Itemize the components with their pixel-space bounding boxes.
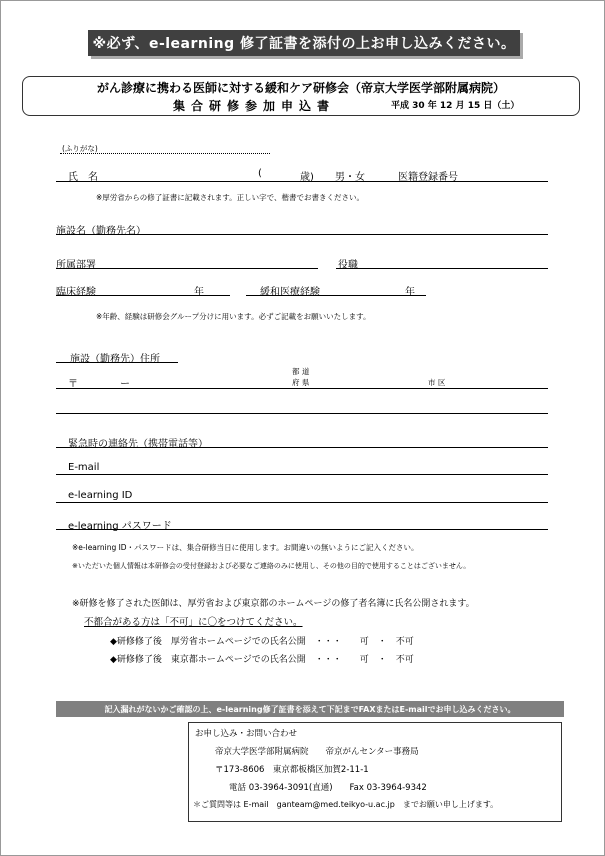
- event-date: 平成 30 年 12 月 15 日（土）: [391, 101, 520, 111]
- facility-label: 施設名（勤務先名）: [56, 226, 146, 237]
- elearning-password-label: e-learning パスワード: [68, 521, 172, 532]
- prefecture-label-2: 府 県: [292, 378, 310, 387]
- postal-mark: 〒: [68, 379, 78, 390]
- palliative-year-unit: 年: [405, 287, 415, 298]
- address-label: 施設（勤務先）住所: [70, 354, 160, 365]
- publication-instruction: 不都合がある方は「不可」に〇をつけてください。: [84, 617, 303, 628]
- name-label: 氏 名: [68, 172, 98, 183]
- email-label: E-mail: [68, 462, 100, 473]
- contact-email-note: ＊ご質問等は E-mail ganteam@med.teikyo-u.ac.jp までお願い申し上げます。: [193, 800, 499, 809]
- form-subtitle: 集合研修参加申込書: [173, 99, 336, 113]
- elearning-note: ※e-learning ID・パスワードは、集合研修当日に使用します。お間違いの無いようにご記入ください。: [72, 543, 419, 552]
- furigana-field[interactable]: [60, 153, 270, 154]
- contact-heading: お申し込み・お問い合わせ: [195, 729, 298, 739]
- position-label: 役職: [338, 260, 358, 271]
- age-label: 歳): [300, 172, 314, 183]
- name-field[interactable]: [56, 181, 548, 182]
- privacy-note: ※いただいた個人情報は本研修会の受付登録および必要なご連絡のみに使用し、その他の目的で使用することはございません。: [72, 562, 471, 570]
- reg-number-label: 医籍登録番号: [398, 172, 458, 183]
- experience-note: ※年齢、経験は研修会グループ分けに用います。必ずご記載をお願いいたします。: [96, 312, 371, 321]
- postal-dash: ー: [120, 379, 130, 390]
- position-field[interactable]: [336, 268, 548, 269]
- department-label: 所属部署: [56, 260, 96, 271]
- clinical-exp-label: 臨床経験: [56, 287, 96, 298]
- city-label: 市 区: [428, 378, 446, 387]
- submission-banner: 記入漏れがないかご確認の上、e-learning修了証書を添えて下記までFAXまたはE-mailでお申し込みください。: [56, 701, 564, 717]
- age-open: (: [258, 168, 262, 179]
- palliative-exp-field[interactable]: [246, 295, 426, 296]
- palliative-exp-label: 緩和医療経験: [260, 287, 320, 298]
- address-label-underline: [56, 362, 178, 363]
- name-note: ※厚労省からの修了証書に記載されます。正しい字で、楷書でお書きください。: [96, 193, 365, 202]
- elearning-id-label: e-learning ID: [68, 490, 133, 501]
- title-box: [22, 76, 580, 116]
- publication-option-mhlw[interactable]: ◆研修修了後 厚労省ホームページでの氏名公開 ・・・ 可 ・ 不可: [110, 637, 414, 647]
- gender-selector[interactable]: 男・女: [335, 172, 365, 183]
- prefecture-label-1: 都 道: [292, 367, 310, 376]
- clinical-year-unit: 年: [194, 287, 204, 298]
- elearning-password-field[interactable]: [56, 529, 548, 530]
- elearning-id-field[interactable]: [56, 502, 548, 503]
- top-banner: ※必ず、e-learning 修了証書を添付の上お申し込みください。: [88, 30, 520, 56]
- address-line-2[interactable]: [56, 413, 548, 414]
- page-title: がん診療に携わる医師に対する緩和ケア研修会（帝京大学医学部附属病院）: [96, 81, 505, 95]
- facility-field[interactable]: [56, 234, 548, 235]
- contact-organization: 帝京大学医学部附属病院 帝京がんセンター事務局: [215, 747, 419, 757]
- email-field[interactable]: [56, 474, 548, 475]
- publication-notice: ※研修を修了された医師は、厚労省および東京都のホームページの修了者名簿に氏名公開されます。: [72, 599, 475, 609]
- furigana-label: (ふりがな): [62, 144, 98, 153]
- contact-phone: 電話 03-3964-3091(直通) Fax 03-3964-9342: [229, 783, 427, 793]
- clinical-exp-field[interactable]: [56, 295, 230, 296]
- department-field[interactable]: [56, 268, 318, 269]
- address-line-1[interactable]: [56, 388, 548, 389]
- contact-address: 〒173-8606 東京都板橋区加賀2-11-1: [215, 765, 369, 775]
- emergency-contact-label: 緊急時の連絡先（携帯電話等）: [68, 439, 208, 450]
- contact-box: [188, 722, 562, 822]
- publication-option-tokyo[interactable]: ◆研修修了後 東京都ホームページでの氏名公開 ・・・ 可 ・ 不可: [110, 655, 414, 665]
- emergency-contact-field[interactable]: [56, 447, 548, 448]
